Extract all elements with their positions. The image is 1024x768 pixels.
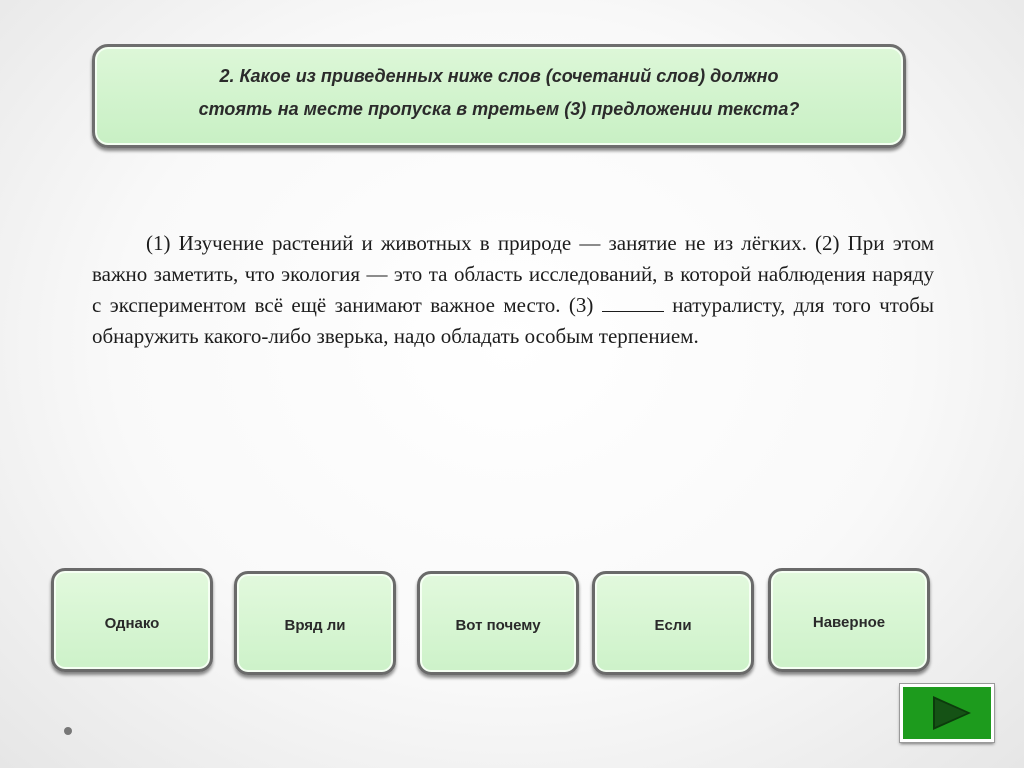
answer-button-vryad-li[interactable] xyxy=(234,571,396,675)
answer-label: Наверное xyxy=(812,614,886,631)
answer-button-vot-pochemu[interactable] xyxy=(417,571,579,675)
answer-label: Вот почему xyxy=(455,617,541,634)
answer-button-odnako[interactable] xyxy=(51,568,213,672)
passage-part-1: (1) Изучение растений и животных в природе — занятие не из лёгких. (2) При этом важно заметить, что экология — это та область исследований, в которой наблюдения наряду с экспериментом всё ещё занимают важное место. (3) xyxy=(92,231,934,317)
answer-label: Если xyxy=(654,617,692,634)
question-line-1: 2. Какое из приведенных ниже слов (сочетаний слов) должно xyxy=(219,66,779,86)
passage-part-2: натуралисту, для того чтобы обнаружить какого-либо зверька, надо обладать особым терпением. xyxy=(92,293,934,348)
answer-button-naverno[interactable] xyxy=(768,568,930,672)
answer-label: Вряд ли xyxy=(284,617,346,634)
passage-text xyxy=(92,228,934,352)
answer-button-esli[interactable] xyxy=(592,571,754,675)
gap-blank xyxy=(602,294,664,312)
play-triangle-icon xyxy=(903,687,991,739)
answer-label: Однако xyxy=(104,615,160,632)
question-line-2: стоять на месте пропуска в третьем (3) предложении текста? xyxy=(198,99,800,119)
question-panel xyxy=(92,44,906,148)
slide-dot xyxy=(64,727,72,735)
question-text xyxy=(109,60,889,126)
next-slide-button[interactable] xyxy=(900,684,994,742)
